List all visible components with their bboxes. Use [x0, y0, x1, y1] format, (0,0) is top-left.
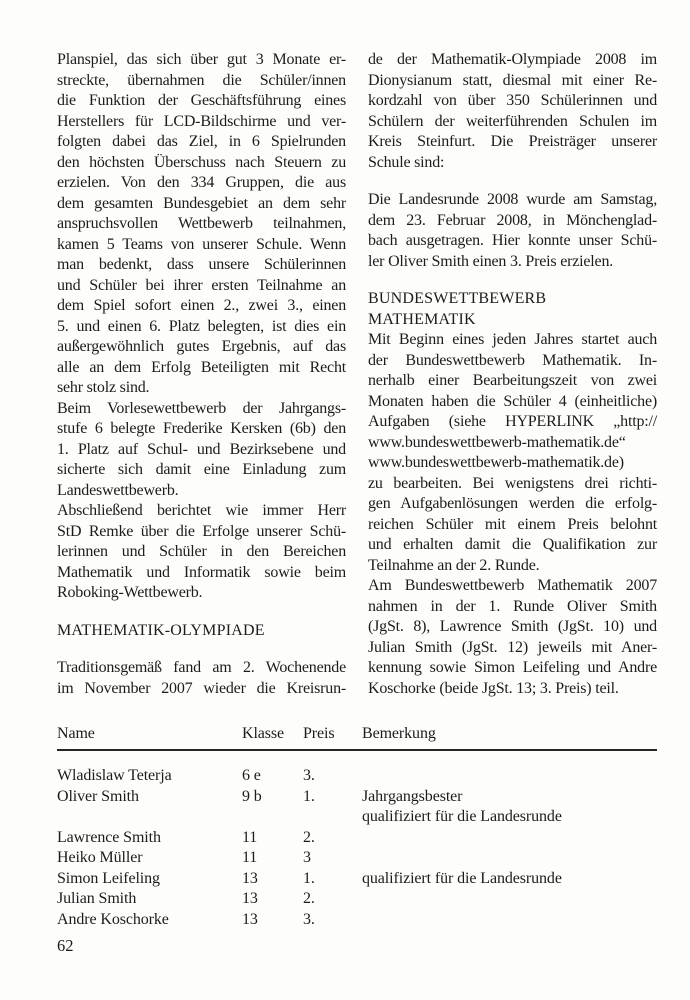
paragraph [57, 399, 346, 502]
text-line: de der Mathematik-Olympiade 2008 im [368, 51, 657, 68]
text-line: StD Remke über die Erfolge unserer Schü- [57, 522, 346, 540]
bemerkung-line: Jahrgangsbester [362, 787, 463, 805]
text-line: zu bearbeiten. Bei wenigstens drei richti- [368, 474, 657, 492]
text-line: stufe 6 belegte Frederike Kersken (6b) den [57, 420, 346, 437]
text-line: gen Aufgabenlösungen werden die erfolg- [368, 495, 657, 512]
text-line: www.bundeswettbewerb-mathematik.de“ [368, 433, 626, 451]
paragraph-gap [368, 272, 657, 289]
cell-bemerkung [362, 848, 657, 869]
text-line: Monaten haben die Schüler 4 (einheitliche) [368, 392, 657, 410]
cell-preis: 1. [303, 869, 315, 887]
text-line: Dionysianum statt, diesmal mit einer Re- [368, 71, 657, 89]
text-line: bach ausgetragen. Hier konnte unser Schü- [368, 232, 657, 249]
paragraph-gap [57, 641, 346, 658]
text-line: Mit Beginn eines jeden Jahres startet auch [368, 331, 657, 348]
paragraph [368, 576, 657, 699]
cell-klasse: 11 [242, 828, 258, 846]
text-line: außergewöhnlich gutes Ergebnis, auf das [57, 338, 346, 355]
cell-klasse: 11 [242, 849, 258, 866]
text-line: BUNDESWETTBEWERB [368, 290, 547, 307]
text-line: Kreis Steinfurt. Die Preisträger unserer [368, 133, 657, 150]
text-line: und erhalten damit die Qualifikation zur [368, 536, 657, 553]
text-line: sehr stolz sind. [57, 379, 150, 396]
cell-klasse: 13 [242, 910, 258, 928]
text-line: kennung sowie Simon Leifeling und Andre [368, 659, 657, 676]
text-line: Roboking-Wettbewerb. [57, 584, 203, 601]
column-header-preis: Preis [303, 725, 335, 742]
cell-bemerkung [362, 889, 657, 910]
cell-bemerkung [362, 910, 657, 931]
text-line: Teilnahme an der 2. Runde. [368, 556, 540, 574]
cell-name: Simon Leifeling [57, 869, 160, 887]
text-line: reichen Schüler mit einem Preis belohnt [368, 515, 657, 533]
text-line: (JgSt. 8), Lawrence Smith (JgSt. 10) und [368, 618, 657, 635]
text-line: Schule sind: [368, 153, 445, 171]
bemerkung-line: qualifiziert für die Landesrunde [362, 808, 562, 825]
cell-bemerkung [362, 869, 657, 890]
cell-bemerkung [362, 828, 657, 849]
cell-name: Andre Koschorke [57, 910, 169, 928]
cell-preis: 2. [303, 828, 315, 846]
cell-preis: 2. [303, 890, 315, 907]
cell-klasse: 13 [242, 869, 258, 887]
right-column [368, 50, 657, 699]
text-line: Schülern der weiterführenden Schulen im [368, 112, 657, 130]
paragraph [57, 501, 346, 604]
text-line: Planspiel, das sich über gut 3 Monate er- [57, 51, 346, 68]
cell-klasse: 9 b [242, 787, 262, 805]
section-heading [57, 621, 346, 642]
bemerkung-line: qualifiziert für die Landesrunde [362, 869, 562, 887]
text-line: anspruchsvollen Wettbewerb teilnahmen, [57, 215, 346, 232]
text-line: folgten dabei das Ziel, in 6 Spielrunden [57, 133, 346, 150]
text-line: Die Landesrunde 2008 wurde am Samstag, [368, 191, 657, 208]
text-line: ler Oliver Smith einen 3. Preis erzielen. [368, 252, 614, 270]
text-line: Abschließend berichtet wie immer Herr [57, 502, 346, 519]
text-line: und Schüler bei ihrer ersten Teilnahme an [57, 276, 346, 294]
text-line: im November 2007 wieder die Kreisrun- [57, 679, 346, 697]
text-line: lerinnen und Schüler in den Bereichen [57, 543, 346, 560]
text-line: MATHEMATIK [368, 310, 476, 328]
text-line: 1. Platz auf Schul- und Bezirksebene und [57, 440, 346, 458]
text-line: kordzahl von über 350 Schülerinnen und [368, 92, 657, 109]
text-line: Koschorke (beide JgSt. 13; 3. Preis) teil. [368, 679, 619, 697]
table-row [57, 787, 657, 828]
text-line: Traditionsgemäß fand am 2. Wochenende [57, 659, 346, 676]
text-line: die Funktion der Geschäftsführung eines [57, 92, 346, 109]
text-line: dem 23. Februar 2008, in Mönchenglad- [368, 211, 657, 229]
paragraph-gap [368, 173, 657, 190]
left-column [57, 50, 346, 699]
text-line: Herstellers für LCD-Bildschirme und ver- [57, 112, 346, 130]
column-header-klasse: Klasse [242, 725, 285, 742]
table-row [57, 766, 657, 787]
text-line: 5. und einen 6. Platz belegten, ist dies ein [57, 317, 346, 335]
cell-name: Heiko Müller [57, 849, 143, 866]
table-row [57, 889, 657, 910]
table-body [57, 751, 657, 930]
text-line: den höchsten Überschuss nach Steuern zu [57, 153, 346, 171]
page-number: 62 [57, 936, 74, 955]
two-column-text [57, 50, 657, 699]
table-row [57, 828, 657, 849]
text-line: Landeswettbewerb. [57, 481, 179, 499]
cell-klasse: 6 e [242, 767, 261, 784]
table-row [57, 848, 657, 869]
text-line: dem Spiel sofort einen 2., zwei 3., einen [57, 297, 346, 314]
cell-bemerkung [362, 787, 657, 828]
paragraph [368, 190, 657, 272]
text-line: Julian Smith (JgSt. 12) jeweils mit Aner- [368, 638, 657, 656]
text-line: kamen 5 Teams von unserer Schule. Wenn [57, 235, 346, 253]
paragraph [368, 50, 657, 173]
section-heading [368, 289, 657, 330]
cell-name: Oliver Smith [57, 787, 139, 805]
text-line: erzielen. Von den 334 Gruppen, die aus [57, 174, 346, 191]
text-line: www.bundeswettbewerb-mathematik.de) [368, 454, 624, 471]
text-line: Am Bundeswettbewerb Mathematik 2007 [368, 577, 657, 594]
text-line: nahmen in der 1. Runde Oliver Smith [368, 597, 657, 615]
column-header-name: Name [57, 725, 95, 742]
text-line: der Bundeswettbewerb Mathematik. In- [368, 351, 657, 369]
text-line: Aufgaben (siehe HYPERLINK „http:// [368, 413, 657, 430]
cell-name: Julian Smith [57, 890, 137, 907]
text-line: sicherte sich damit eine Einladung zum [57, 461, 346, 478]
cell-preis: 1. [303, 787, 315, 805]
cell-preis: 3. [303, 767, 315, 784]
text-line: nerhalb einer Bearbeitungszeit von zwei [368, 372, 657, 389]
text-line: Mathematik und Informatik sowie beim [57, 563, 346, 581]
text-line: dem gesamten Bundesgebiet an dem sehr [57, 194, 346, 212]
table-header-row [57, 723, 657, 745]
cell-preis: 3. [303, 910, 315, 928]
paragraph-gap [57, 604, 346, 621]
cell-preis: 3 [303, 849, 311, 866]
paragraph [57, 658, 346, 699]
table-row [57, 869, 657, 890]
text-line: streckte, übernahmen die Schüler/innen [57, 71, 346, 89]
text-line: MATHEMATIK-OLYMPIADE [57, 621, 265, 639]
cell-name: Wladislaw Teterja [57, 767, 172, 784]
cell-klasse: 13 [242, 890, 258, 907]
text-line: alle an dem Erfolg Beteiligten mit Recht [57, 358, 346, 376]
column-header-bemerkung: Bemerkung [362, 725, 436, 742]
cell-bemerkung [362, 766, 657, 787]
cell-name: Lawrence Smith [57, 828, 161, 846]
table-row [57, 910, 657, 931]
text-line: man bedenkt, dass unsere Schülerinnen [57, 256, 346, 273]
paragraph [368, 330, 657, 576]
text-line: Beim Vorlesewettbewerb der Jahrgangs- [57, 399, 346, 417]
paragraph [57, 50, 346, 399]
results-table [57, 723, 657, 930]
